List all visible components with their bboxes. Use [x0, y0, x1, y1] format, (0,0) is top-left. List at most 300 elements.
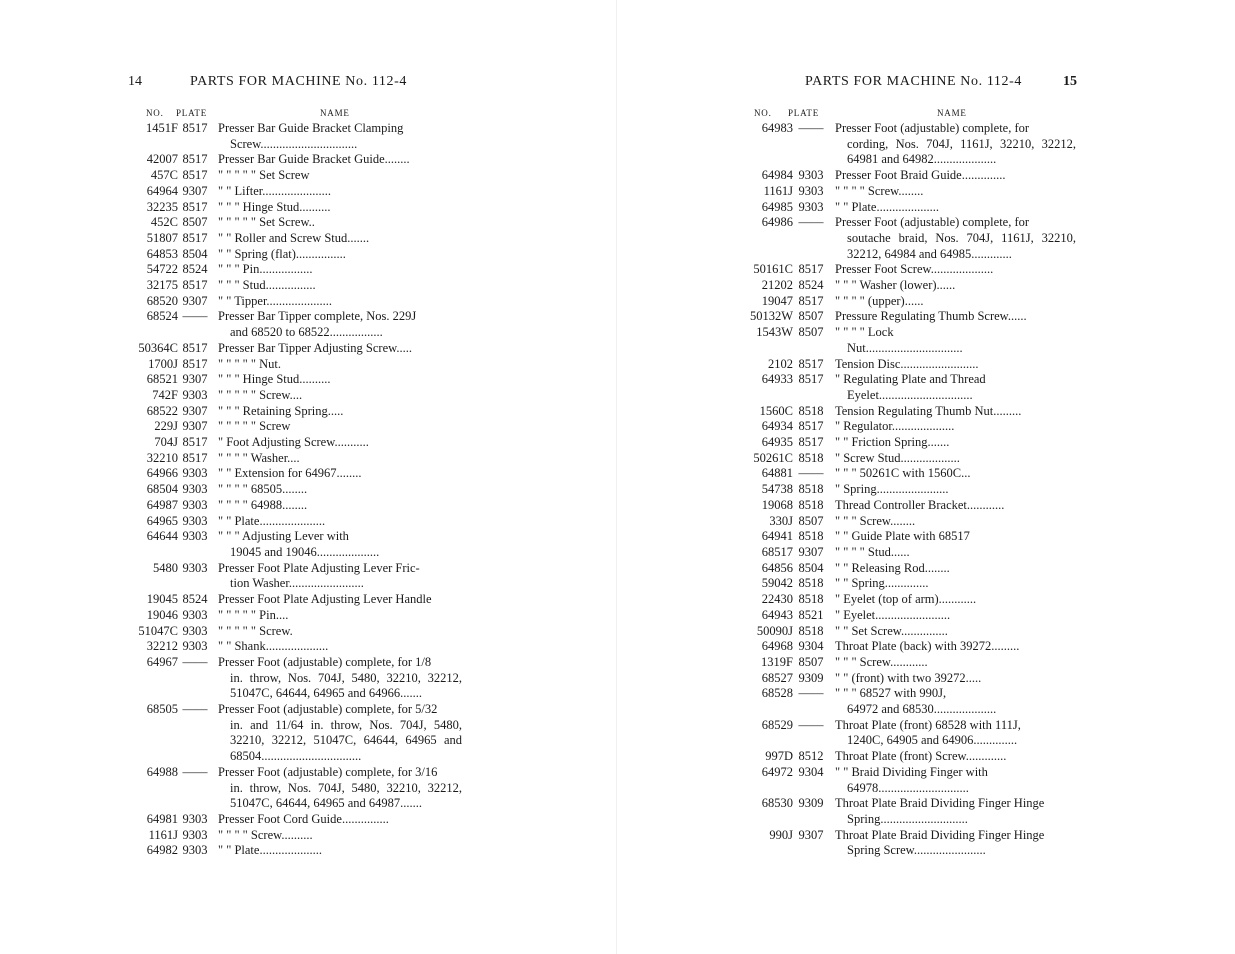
part-number: 54738	[761, 482, 793, 497]
part-name-continuation: 19045 and 19046....................	[230, 544, 380, 559]
part-row	[744, 168, 1076, 184]
plate-number: 8517	[182, 340, 208, 355]
part-name-text: " " Guide Plate with 68517	[835, 529, 970, 544]
part-name	[829, 262, 1076, 278]
plate-number: 8518	[798, 403, 824, 418]
part-row	[128, 388, 462, 404]
left-page	[0, 0, 617, 954]
part-name-continuation: 64978.............................	[847, 780, 969, 795]
part-name	[212, 372, 462, 388]
part-name	[829, 796, 1076, 827]
part-name-text: " " Braid Dividing Finger with	[835, 764, 988, 779]
plate-number: 8518	[798, 623, 824, 638]
part-number: 457C	[150, 168, 178, 183]
part-number: 50090J	[756, 623, 793, 638]
plate-number: 8517	[182, 278, 208, 293]
part-row	[128, 608, 462, 624]
part-name	[829, 828, 1076, 859]
plate-number: 9307	[798, 827, 824, 842]
part-number: 1700J	[148, 356, 178, 371]
part-name	[212, 215, 462, 231]
part-name	[829, 466, 1076, 482]
part-name-continuation: Eyelet..............................	[847, 387, 973, 402]
part-name-text: Presser Foot Braid Guide..............	[835, 168, 1006, 183]
part-name	[212, 121, 462, 152]
part-name-continuation: Screw...............................	[230, 136, 358, 151]
part-name	[212, 404, 462, 420]
plate-number: ——	[798, 466, 824, 481]
part-name	[212, 843, 462, 859]
part-number: 19045	[146, 592, 178, 607]
part-name-text: " " " Screw........	[835, 513, 916, 528]
part-row	[128, 168, 462, 184]
part-name-text: " " " Hinge Stud..........	[218, 372, 331, 387]
part-name-continuation: in. and 11/64 in. throw, Nos. 704J, 5480, 32210, 32212, 51047C, 64644, 64965 and 68504................................	[230, 717, 462, 764]
part-name-text: Presser Foot (adjustable) complete, for 1/8	[218, 654, 432, 669]
part-name	[829, 419, 1076, 435]
part-number: 64856	[761, 560, 793, 575]
part-row	[744, 592, 1076, 608]
part-name	[212, 828, 462, 844]
plate-number: 9303	[182, 639, 208, 654]
part-row	[128, 592, 462, 608]
part-name-text: " " Plate....................	[835, 199, 939, 214]
part-row	[128, 514, 462, 530]
part-name	[829, 514, 1076, 530]
part-row	[128, 278, 462, 294]
plate-number: 9304	[798, 639, 824, 654]
part-number: 64986	[761, 215, 793, 230]
part-number: 50161C	[753, 262, 793, 277]
part-name	[212, 278, 462, 294]
part-name-text: Presser Foot (adjustable) complete, for 5/32	[218, 702, 438, 717]
part-name-text: Throat Plate Braid Dividing Finger Hinge	[835, 827, 1045, 842]
part-row	[128, 702, 462, 765]
plate-number: 8517	[798, 372, 824, 387]
part-name-text: " " Roller and Screw Stud.......	[218, 230, 370, 245]
part-row	[128, 357, 462, 373]
plate-number: 9303	[182, 811, 208, 826]
part-name-text: Thread Controller Bracket............	[835, 497, 1005, 512]
plate-number: 8504	[182, 246, 208, 261]
part-row	[128, 121, 462, 152]
part-name	[212, 262, 462, 278]
part-number: 19068	[761, 497, 793, 512]
plate-number: 9303	[182, 482, 208, 497]
part-number: 64987	[146, 497, 178, 512]
part-number: 229J	[154, 419, 178, 434]
plate-number: 8518	[798, 450, 824, 465]
plate-number: 8517	[798, 262, 824, 277]
part-row	[128, 152, 462, 168]
part-name-text: " " " " Lock	[835, 325, 894, 340]
part-number: 64966	[146, 466, 178, 481]
part-row	[128, 309, 462, 340]
part-name	[829, 576, 1076, 592]
part-number: 51807	[146, 230, 178, 245]
part-number: 42007	[146, 152, 178, 167]
part-row	[128, 466, 462, 482]
part-name	[212, 624, 462, 640]
part-name	[212, 294, 462, 310]
part-name	[212, 341, 462, 357]
part-name	[212, 561, 462, 592]
part-name	[212, 184, 462, 200]
plate-number: ——	[182, 702, 208, 717]
part-number: 64933	[761, 372, 793, 387]
plate-number: 9303	[798, 183, 824, 198]
part-row	[128, 200, 462, 216]
plate-number: ——	[182, 309, 208, 324]
part-name	[829, 168, 1076, 184]
plate-number: 9303	[182, 466, 208, 481]
right-page	[617, 0, 1235, 954]
part-row	[128, 419, 462, 435]
plate-number: 8507	[798, 325, 824, 340]
plate-number: 8517	[182, 230, 208, 245]
plate-number: 9304	[798, 764, 824, 779]
part-name	[212, 702, 462, 765]
part-name	[212, 231, 462, 247]
plate-number: 8517	[182, 121, 208, 135]
part-number: 990J	[769, 827, 793, 842]
part-name-text: Presser Foot (adjustable) complete, for 3/16	[218, 764, 438, 779]
part-number: 997D	[765, 749, 793, 764]
page-number: 15	[1063, 74, 1077, 89]
part-name-text: " " " " " Set Screw..	[218, 215, 315, 230]
part-row	[128, 843, 462, 859]
plate-number: 9303	[182, 529, 208, 544]
part-number: 51047C	[138, 623, 178, 638]
part-name	[829, 749, 1076, 765]
part-name-text: Pressure Regulating Thumb Screw......	[835, 309, 1027, 324]
part-name-text: " " " 68527 with 990J,	[835, 686, 947, 701]
plate-number: 9303	[798, 168, 824, 183]
plate-number: 9303	[182, 497, 208, 512]
part-row	[744, 545, 1076, 561]
part-name	[829, 624, 1076, 640]
part-name-text: " " " " " Set Screw	[218, 168, 310, 183]
part-name	[212, 200, 462, 216]
part-name	[212, 655, 462, 702]
part-name-text: " " Tipper.....................	[218, 293, 333, 308]
part-number: 1560C	[759, 403, 793, 418]
part-number: 1161J	[763, 183, 793, 198]
plate-number: 8512	[798, 749, 824, 764]
part-name-text: " " " Pin.................	[218, 262, 313, 277]
part-name	[829, 215, 1076, 262]
part-number: 68529	[761, 717, 793, 732]
part-name	[829, 592, 1076, 608]
part-name-text: " " " Hinge Stud..........	[218, 199, 331, 214]
part-row	[128, 404, 462, 420]
part-name	[829, 184, 1076, 200]
part-name-text: Presser Foot Plate Adjusting Lever Fric-	[218, 560, 420, 575]
part-row	[744, 404, 1076, 420]
part-name	[212, 466, 462, 482]
plate-number: 8517	[182, 450, 208, 465]
part-name	[829, 357, 1076, 373]
plate-number: ——	[182, 764, 208, 779]
plate-number: 9303	[182, 607, 208, 622]
part-number: 50261C	[753, 450, 793, 465]
plate-number: 8518	[798, 482, 824, 497]
part-name-text: Presser Foot Plate Adjusting Lever Handle	[218, 592, 432, 607]
page-number: 14	[128, 74, 142, 89]
part-number: 32235	[146, 199, 178, 214]
part-name	[829, 671, 1076, 687]
part-name	[829, 372, 1076, 403]
part-name-text: " Spring.......................	[835, 482, 949, 497]
part-number: 21202	[761, 278, 793, 293]
part-name-text: " " " Adjusting Lever with	[218, 529, 349, 544]
part-row	[128, 451, 462, 467]
part-name-continuation: Nut...............................	[847, 340, 963, 355]
part-row	[128, 482, 462, 498]
plate-number: 8504	[798, 560, 824, 575]
plate-number: 8517	[182, 435, 208, 450]
part-name-text: " " " Retaining Spring.....	[218, 403, 344, 418]
part-row	[744, 419, 1076, 435]
part-name-text: " " " " (upper)......	[835, 293, 924, 308]
part-name-text: " " Extension for 64967........	[218, 466, 362, 481]
part-row	[744, 200, 1076, 216]
part-name-text: " " " Stud................	[218, 278, 316, 293]
part-row	[128, 215, 462, 231]
part-row	[744, 357, 1076, 373]
parts-list	[128, 121, 462, 859]
part-number: 68517	[761, 544, 793, 559]
plate-number: 9303	[182, 513, 208, 528]
part-name	[212, 765, 462, 812]
plate-number: 8507	[798, 309, 824, 324]
part-name	[829, 686, 1076, 717]
part-number: 68521	[146, 372, 178, 387]
part-number: 330J	[769, 513, 793, 528]
plate-number: ——	[798, 215, 824, 230]
part-name-text: " " Releasing Rod........	[835, 560, 950, 575]
part-name-text: Presser Foot (adjustable) complete, for	[835, 121, 1030, 135]
part-number: 704J	[154, 435, 178, 450]
plate-number: 8518	[798, 576, 824, 591]
part-name	[829, 765, 1076, 796]
part-name	[829, 498, 1076, 514]
part-name	[212, 419, 462, 435]
part-name-text: " " " " " Screw....	[218, 387, 303, 402]
plate-number: 9303	[798, 199, 824, 214]
part-row	[744, 765, 1076, 796]
part-name-text: " " " Washer (lower)......	[835, 278, 956, 293]
part-name-text: " " Plate....................	[218, 843, 322, 858]
part-name-text: " Screw Stud...................	[835, 450, 960, 465]
part-name-text: " " Spring..............	[835, 576, 929, 591]
part-number: 64644	[146, 529, 178, 544]
part-row	[744, 749, 1076, 765]
part-number: 50132W	[749, 309, 793, 324]
part-row	[128, 184, 462, 200]
part-row	[744, 121, 1076, 168]
part-name-continuation: Spring............................	[847, 811, 968, 826]
part-name	[829, 561, 1076, 577]
part-name	[829, 482, 1076, 498]
part-number: 19046	[146, 607, 178, 622]
part-name-text: " " " " Screw........	[835, 183, 924, 198]
part-number: 742F	[152, 387, 178, 402]
plate-number: 8507	[182, 215, 208, 230]
part-row	[744, 482, 1076, 498]
plate-number: 8517	[182, 152, 208, 167]
part-name	[212, 247, 462, 263]
part-name	[829, 639, 1076, 655]
part-number: 64965	[146, 513, 178, 528]
plate-number: 9303	[182, 827, 208, 842]
part-row	[128, 765, 462, 812]
part-name-text: " Eyelet (top of arm)............	[835, 592, 977, 607]
part-number: 64881	[761, 466, 793, 481]
part-name	[829, 529, 1076, 545]
part-row	[128, 529, 462, 560]
part-name-text: " " " Screw............	[835, 654, 928, 669]
part-name-text: " Foot Adjusting Screw...........	[218, 435, 369, 450]
part-number: 64982	[146, 843, 178, 858]
parts-list	[744, 121, 1076, 859]
plate-number: ——	[182, 654, 208, 669]
part-name	[829, 451, 1076, 467]
part-number: 64988	[146, 764, 178, 779]
part-name	[829, 121, 1076, 168]
part-name	[829, 655, 1076, 671]
part-name-continuation: cording, Nos. 704J, 1161J, 32210, 32212, 64981 and 64982....................	[847, 136, 1076, 167]
part-name-text: Presser Bar Guide Bracket Guide........	[218, 152, 410, 167]
plate-number: 8518	[798, 592, 824, 607]
part-name-text: " Eyelet........................	[835, 607, 951, 622]
part-name-text: Presser Foot (adjustable) complete, for	[835, 215, 1030, 230]
part-number: 54722	[146, 262, 178, 277]
part-name	[829, 435, 1076, 451]
part-name	[212, 498, 462, 514]
part-number: 32175	[146, 278, 178, 293]
part-number: 452C	[150, 215, 178, 230]
part-number: 68528	[761, 686, 793, 701]
part-number: 1161J	[148, 827, 178, 842]
part-number: 5480	[153, 560, 178, 575]
plate-number: ——	[798, 121, 824, 135]
plate-number: 9307	[182, 372, 208, 387]
part-number: 1451F	[146, 121, 178, 135]
plate-number: 8517	[182, 168, 208, 183]
part-name	[212, 435, 462, 451]
part-number: 64983	[761, 121, 793, 135]
part-row	[744, 828, 1076, 859]
part-name	[212, 639, 462, 655]
part-number: 2102	[768, 356, 793, 371]
part-row	[128, 341, 462, 357]
part-row	[744, 624, 1076, 640]
plate-number: 8518	[798, 497, 824, 512]
plate-number: 8517	[798, 356, 824, 371]
part-row	[744, 262, 1076, 278]
plate-number: 8524	[182, 592, 208, 607]
part-number: 64972	[761, 764, 793, 779]
part-name-text: " " " " Stud......	[835, 544, 910, 559]
part-number: 59042	[761, 576, 793, 591]
plate-number: 8507	[798, 513, 824, 528]
part-row	[128, 247, 462, 263]
part-row	[744, 529, 1076, 545]
part-name-text: " " Set Screw...............	[835, 623, 948, 638]
part-name-text: " " " " 64988........	[218, 497, 308, 512]
column-header-name: NAME	[320, 108, 350, 118]
plate-number: ——	[798, 717, 824, 732]
part-name-continuation: 64972 and 68530....................	[847, 702, 997, 717]
part-row	[744, 608, 1076, 624]
part-name	[829, 294, 1076, 310]
part-row	[744, 561, 1076, 577]
part-number: 32212	[146, 639, 178, 654]
part-name-continuation: 1240C, 64905 and 64906..............	[847, 733, 1018, 748]
part-name	[829, 325, 1076, 356]
part-row	[744, 435, 1076, 451]
plate-number: 9303	[182, 623, 208, 638]
part-name-text: " " " 50261C with 1560C...	[835, 466, 971, 481]
part-name	[212, 482, 462, 498]
column-header-plate: PLATE	[176, 108, 207, 118]
column-header-no: NO.	[146, 108, 164, 118]
part-name	[829, 200, 1076, 216]
part-name-text: " " " " 68505........	[218, 482, 308, 497]
part-row	[128, 435, 462, 451]
part-row	[128, 561, 462, 592]
part-row	[744, 639, 1076, 655]
part-row	[128, 655, 462, 702]
part-name	[212, 309, 462, 340]
plate-number: 8517	[798, 435, 824, 450]
page-header: PARTS FOR MACHINE No. 112-4	[805, 74, 1022, 89]
part-name-text: Presser Foot Screw....................	[835, 262, 994, 277]
part-name	[212, 451, 462, 467]
part-name	[829, 404, 1076, 420]
part-number: 22430	[761, 592, 793, 607]
part-name	[829, 309, 1076, 325]
part-row	[128, 828, 462, 844]
part-name-text: Presser Foot Cord Guide...............	[218, 811, 389, 826]
plate-number: 9307	[182, 419, 208, 434]
plate-number: 8507	[798, 654, 824, 669]
part-row	[744, 686, 1076, 717]
part-row	[744, 451, 1076, 467]
part-number: 64985	[761, 199, 793, 214]
part-name-text: " " " " " Pin....	[218, 607, 289, 622]
plate-number: 8524	[798, 278, 824, 293]
part-number: 68524	[146, 309, 178, 324]
plate-number: 9307	[182, 183, 208, 198]
part-name-continuation: in. throw, Nos. 704J, 5480, 32210, 32212, 51047C, 64644, 64965 and 64987.......	[230, 780, 462, 811]
part-row	[128, 498, 462, 514]
part-row	[744, 325, 1076, 356]
part-row	[744, 655, 1076, 671]
part-row	[744, 576, 1076, 592]
part-row	[744, 671, 1076, 687]
plate-number: 8517	[182, 356, 208, 371]
part-row	[744, 718, 1076, 749]
part-row	[744, 514, 1076, 530]
part-row	[128, 639, 462, 655]
plate-number: 9307	[182, 403, 208, 418]
part-row	[744, 215, 1076, 262]
plate-number: 9303	[182, 843, 208, 858]
page-header: PARTS FOR MACHINE No. 112-4	[190, 74, 407, 89]
part-number: 68522	[146, 403, 178, 418]
